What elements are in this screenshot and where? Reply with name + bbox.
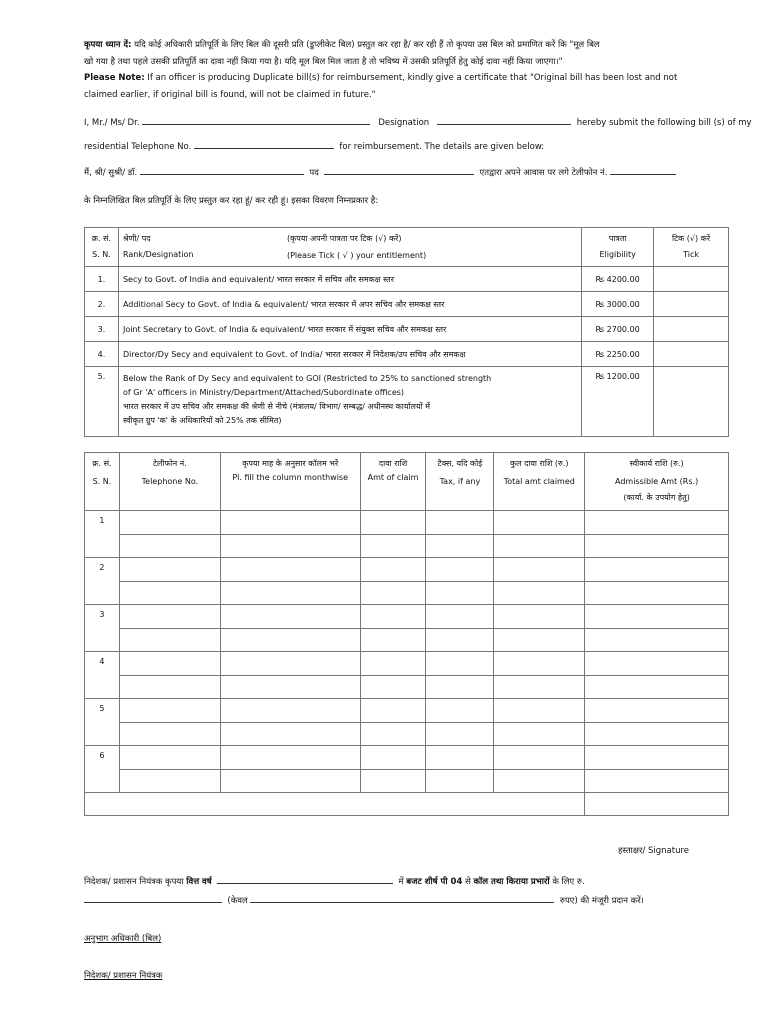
admissible-total-cell[interactable] bbox=[585, 793, 729, 816]
row-number: 5 bbox=[85, 699, 120, 746]
declaration-hindi-line1: मैं, श्री/ सुश्री/ डॉ. पद एतद्वारा अपने आवास पर लगे टेलीफोन नं. bbox=[84, 167, 676, 178]
claim-cell[interactable] bbox=[494, 558, 585, 582]
rank-hi: श्रेणी/ पद bbox=[122, 234, 151, 243]
table-row bbox=[85, 676, 729, 699]
claim-cell[interactable] bbox=[119, 770, 220, 793]
note-hindi-line1: कृपया ध्यान दें: यदि कोई अधिकारी प्रतिपूर्ति के लिए बिल की दूसरी प्रति (डुप्लीकेट बिल) प्रस्तुत कर रहा है/ कर रही हैं तो कृपया उस बिल को प्रमाणित करें कि "मूल बिल bbox=[84, 40, 600, 50]
claim-cell[interactable] bbox=[426, 511, 494, 535]
claim-cell[interactable] bbox=[119, 676, 220, 699]
note-hindi-line2: खो गया है तथा पहले उसकी प्रतिपूर्ति का दावा नहीं किया गया है। यदि मूल बिल मिल जाता है तो भविष्य में उसकी प्रतिपूर्ति हेतु कोई दावा नहीं किया जाएगा।" bbox=[84, 57, 563, 67]
declaration-hindi-line2: के निम्नलिखित बिल प्रतिपूर्ति के लिए प्रस्तुत कर रहा हूं/ कर रही हूं। इसका विवरण निम्नप्रकार है: bbox=[84, 196, 379, 206]
claim-cell[interactable] bbox=[426, 676, 494, 699]
claim-cell[interactable] bbox=[426, 746, 494, 770]
claim-cell[interactable] bbox=[585, 535, 729, 558]
table-row bbox=[85, 558, 729, 582]
financial-year-blank[interactable] bbox=[217, 883, 393, 884]
declaration-line1: I, Mr./ Ms/ Dr. Designation hereby submit the following bill (s) of my bbox=[84, 118, 752, 128]
claim-cell[interactable] bbox=[426, 582, 494, 605]
claim-cell[interactable] bbox=[494, 652, 585, 676]
eligibility-row: 5. Below the Rank of Dy Secy and equivalent to GOI (Restricted to 25% to sanctioned strength of Gr 'A' officers in Ministry/Department/Attached/Subordinate offices) भारत सरकार में उप सचिव और समकक्ष की श्रेणी से नीचे (मंत्रालय/ विभाग/ सम्बद्ध/ अधीनस्थ कार्यालयों में स्वीकृत ग्रुप 'क' के अधिकारियों को 25% तक सीमित) ₨ 1200.00 bbox=[85, 367, 729, 437]
tick-note-en: (Please Tick ( √ ) your entitlement) bbox=[286, 251, 427, 260]
tick-en: Tick bbox=[683, 250, 699, 259]
claim-cell[interactable] bbox=[426, 558, 494, 582]
director-label: निदेशक/ प्रशासन नियंत्रक bbox=[84, 971, 163, 981]
claim-cell[interactable] bbox=[494, 676, 585, 699]
claim-cell[interactable] bbox=[426, 629, 494, 652]
claim-cell[interactable] bbox=[360, 582, 426, 605]
claim-cell[interactable] bbox=[494, 582, 585, 605]
claim-cell[interactable] bbox=[360, 652, 426, 676]
totals-row bbox=[85, 793, 729, 816]
eligibility-row: 3. Joint Secretary to Govt. of India & equivalent/ भारत सरकार में संयुक्त सचिव और समकक्ष स्तर ₨ 2700.00 bbox=[85, 317, 729, 342]
claim-cell[interactable] bbox=[220, 629, 360, 652]
rank-en: Rank/Designation bbox=[122, 250, 194, 259]
eligibility-header bbox=[85, 228, 729, 267]
claim-cell[interactable] bbox=[119, 558, 220, 582]
table-row bbox=[85, 699, 729, 723]
row-number: 2 bbox=[85, 558, 120, 605]
signature-label: हस्ताक्षर/ Signature bbox=[618, 846, 690, 856]
claim-cell[interactable] bbox=[494, 605, 585, 629]
table-row bbox=[85, 770, 729, 793]
claims-header: क्र. सं. S. N. टेलीफोन नं. Telephone No. कृपया माह के अनुसार कॉलम भरें Pl. fill the column monthwise दावा राशि Amt of claim टैक्स, यदि कोई Tax, if any कुल दावा राशि (रु.) Total amt claimed स्वीकार्य राशि (रु.) Admissible Amt (Rs.) (कार्या. के उपयोग हेतु) bbox=[85, 453, 729, 511]
claim-cell[interactable] bbox=[426, 652, 494, 676]
claim-cell[interactable] bbox=[119, 582, 220, 605]
claim-cell[interactable] bbox=[585, 746, 729, 770]
claim-cell[interactable] bbox=[119, 511, 220, 535]
claim-cell[interactable] bbox=[360, 605, 426, 629]
claim-cell[interactable] bbox=[119, 535, 220, 558]
claim-cell[interactable] bbox=[220, 558, 360, 582]
designation-blank[interactable] bbox=[437, 124, 571, 125]
table-row bbox=[85, 723, 729, 746]
claim-cell[interactable] bbox=[585, 558, 729, 582]
table-row bbox=[85, 535, 729, 558]
claim-cell[interactable] bbox=[220, 699, 360, 723]
hindi-telephone-blank[interactable] bbox=[610, 174, 676, 175]
claim-cell[interactable] bbox=[426, 723, 494, 746]
sn-hi: क्र. सं. bbox=[91, 234, 112, 243]
claim-cell[interactable] bbox=[360, 723, 426, 746]
eligibility-row: 4. Director/Dy Secy and equivalent to Govt. of India/ भारत सरकार में निदेशक/उप सचिव और समकक्ष ₨ 2250.00 bbox=[85, 342, 729, 367]
claim-cell[interactable] bbox=[119, 746, 220, 770]
row-number: 4 bbox=[85, 652, 120, 699]
claim-cell[interactable] bbox=[119, 723, 220, 746]
claim-cell[interactable] bbox=[585, 676, 729, 699]
table-row bbox=[85, 511, 729, 535]
tick-note-hi: (कृपया अपनी पात्रता पर टिक (√) करें) bbox=[286, 234, 402, 243]
tick-hi: टिक (√) करें bbox=[672, 234, 711, 243]
claim-cell[interactable] bbox=[220, 652, 360, 676]
sn-en: S. N. bbox=[92, 250, 111, 259]
claim-cell[interactable] bbox=[585, 511, 729, 535]
claim-cell[interactable] bbox=[426, 605, 494, 629]
claim-cell[interactable] bbox=[220, 676, 360, 699]
sanction-line2: (केवल रुपए) की मंजूरी प्रदान करें। bbox=[84, 895, 644, 906]
claim-cell[interactable] bbox=[585, 582, 729, 605]
amount-words-blank[interactable] bbox=[250, 902, 554, 903]
eligibility-table bbox=[84, 227, 729, 437]
claim-cell[interactable] bbox=[426, 535, 494, 558]
amount-blank[interactable] bbox=[84, 902, 222, 903]
tick-cell[interactable] bbox=[654, 292, 729, 317]
row-number: 3 bbox=[85, 605, 120, 652]
claim-cell[interactable] bbox=[360, 746, 426, 770]
claim-cell[interactable] bbox=[585, 652, 729, 676]
claim-cell[interactable] bbox=[585, 605, 729, 629]
declaration-line2: residential Telephone No. for reimbursement. The details are given below: bbox=[84, 142, 545, 152]
claim-cell[interactable] bbox=[585, 770, 729, 793]
claim-cell[interactable] bbox=[360, 699, 426, 723]
row-number: 6 bbox=[85, 746, 120, 793]
table-row bbox=[85, 652, 729, 676]
claim-cell[interactable] bbox=[119, 699, 220, 723]
claim-cell[interactable] bbox=[494, 629, 585, 652]
telephone-blank[interactable] bbox=[194, 148, 334, 149]
table-row bbox=[85, 629, 729, 652]
table-row bbox=[85, 605, 729, 629]
claim-cell[interactable] bbox=[494, 699, 585, 723]
claim-cell[interactable] bbox=[360, 535, 426, 558]
claim-cell[interactable] bbox=[494, 723, 585, 746]
hindi-name-blank[interactable] bbox=[140, 174, 304, 175]
tick-cell[interactable] bbox=[654, 267, 729, 292]
claim-cell[interactable] bbox=[585, 629, 729, 652]
claim-cell[interactable] bbox=[119, 652, 220, 676]
claim-cell[interactable] bbox=[220, 723, 360, 746]
claim-cell[interactable] bbox=[220, 770, 360, 793]
claim-cell[interactable] bbox=[360, 629, 426, 652]
elig-en: Eligibility bbox=[599, 250, 636, 259]
name-blank[interactable] bbox=[142, 124, 370, 125]
claim-cell[interactable] bbox=[360, 511, 426, 535]
row-number: 1 bbox=[85, 511, 120, 558]
claim-cell[interactable] bbox=[119, 629, 220, 652]
eligibility-row: 1. Secy to Govt. of India and equivalent/ भारत सरकार में सचिव और समकक्ष स्तर ₨ 4200.00 bbox=[85, 267, 729, 292]
table-row bbox=[85, 582, 729, 605]
claim-cell[interactable] bbox=[426, 699, 494, 723]
tick-cell[interactable] bbox=[654, 317, 729, 342]
tick-cell[interactable] bbox=[654, 342, 729, 367]
claim-cell[interactable] bbox=[494, 746, 585, 770]
tick-cell[interactable] bbox=[654, 367, 729, 437]
claim-cell[interactable] bbox=[494, 770, 585, 793]
claim-cell[interactable] bbox=[426, 770, 494, 793]
claim-cell[interactable] bbox=[220, 746, 360, 770]
sanction-line1: निदेशक/ प्रशासन नियंत्रक कृपया वित्त वर्ष में बजट शीर्ष पी 04 से कॉल तथा किराया प्रभारों के लिए रु. bbox=[84, 877, 585, 887]
claim-cell[interactable] bbox=[119, 605, 220, 629]
elig-hi: पात्रता bbox=[608, 234, 627, 243]
claims-table bbox=[84, 452, 729, 816]
hindi-designation-blank[interactable] bbox=[324, 174, 474, 175]
eligibility-row: 2. Additional Secy to Govt. of India & equivalent/ भारत सरकार में अपर सचिव और समकक्ष स्तर ₨ 3000.00 bbox=[85, 292, 729, 317]
claim-cell[interactable] bbox=[360, 676, 426, 699]
claim-cell[interactable] bbox=[585, 699, 729, 723]
totals-cell bbox=[85, 793, 585, 816]
section-officer-label: अनुभाग अधिकारी (बिल) bbox=[84, 934, 162, 944]
claim-cell[interactable] bbox=[494, 535, 585, 558]
claim-cell[interactable] bbox=[220, 605, 360, 629]
claim-cell[interactable] bbox=[494, 511, 585, 535]
note-english-line2: claimed earlier, if original bill is found, will not be claimed in future." bbox=[84, 90, 376, 100]
claim-cell[interactable] bbox=[360, 558, 426, 582]
claim-cell[interactable] bbox=[585, 723, 729, 746]
note-english-line1: Please Note: If an officer is producing Duplicate bill(s) for reimbursement, kindly give a certificate that "Original bill has been lost and not bbox=[84, 73, 678, 83]
claim-cell[interactable] bbox=[220, 582, 360, 605]
claim-cell[interactable] bbox=[220, 535, 360, 558]
table-row bbox=[85, 746, 729, 770]
claim-cell[interactable] bbox=[360, 770, 426, 793]
claim-cell[interactable] bbox=[220, 511, 360, 535]
